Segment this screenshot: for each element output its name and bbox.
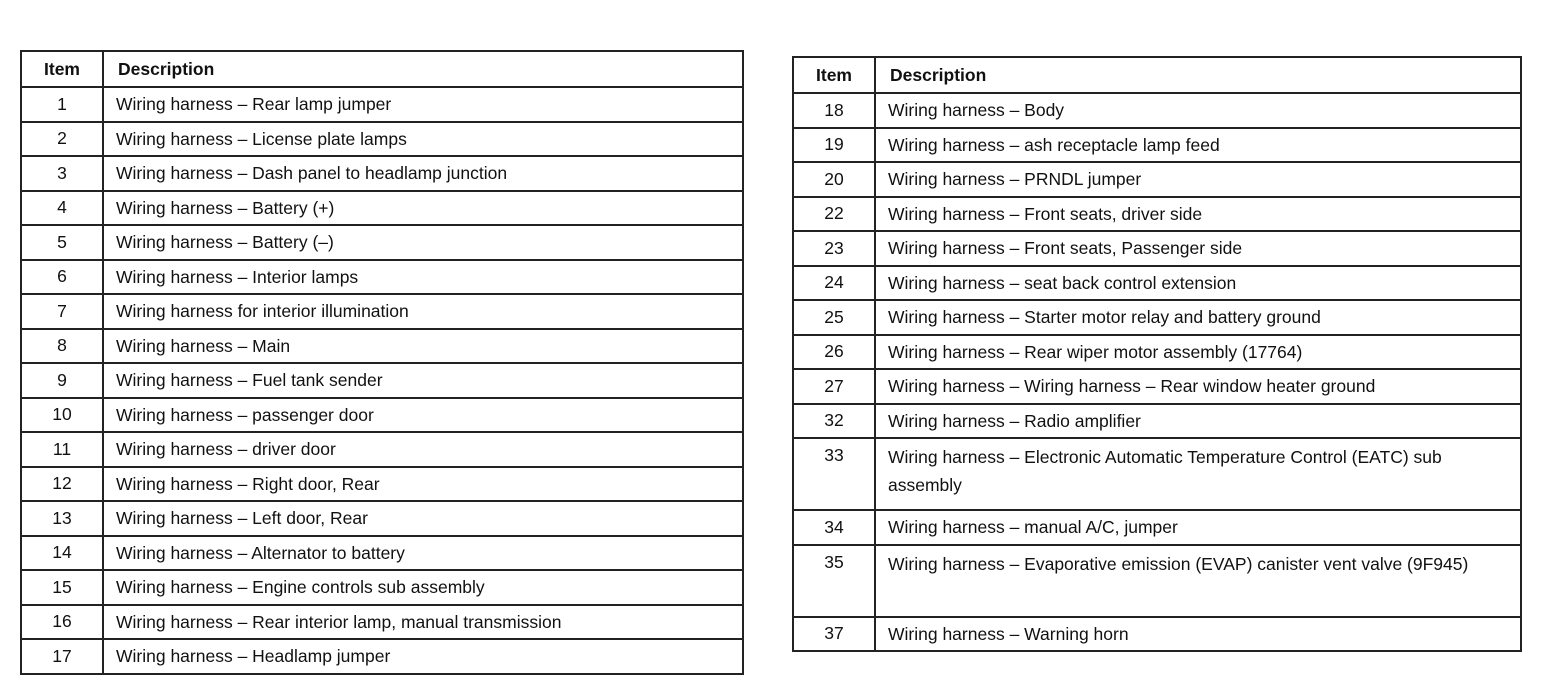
description-cell: Wiring harness – Evaporative emission (EVAP) canister vent valve (9F945) — [875, 545, 1521, 617]
item-number-cell: 34 — [793, 510, 875, 545]
item-number-cell: 27 — [793, 369, 875, 404]
table-row — [793, 438, 1521, 510]
table-row — [793, 93, 1521, 128]
item-column-header: Item — [793, 57, 875, 93]
description-cell: Wiring harness – Alternator to battery — [103, 536, 743, 571]
table-row — [21, 432, 743, 467]
item-number-cell: 3 — [21, 156, 103, 191]
description-cell: Wiring harness – Dash panel to headlamp junction — [103, 156, 743, 191]
description-cell: Wiring harness – Right door, Rear — [103, 467, 743, 502]
description-cell: Wiring harness – Interior lamps — [103, 260, 743, 295]
description-cell: Wiring harness – Battery (–) — [103, 225, 743, 260]
item-number-cell: 10 — [21, 398, 103, 433]
description-cell: Wiring harness – Front seats, Passenger side — [875, 231, 1521, 266]
item-number-cell: 15 — [21, 570, 103, 605]
description-cell: Wiring harness – Starter motor relay and battery ground — [875, 300, 1521, 335]
item-number-cell: 11 — [21, 432, 103, 467]
table-row — [21, 570, 743, 605]
item-number-cell: 14 — [21, 536, 103, 571]
item-number-cell: 24 — [793, 266, 875, 301]
table-row — [21, 605, 743, 640]
table-row — [21, 329, 743, 364]
description-cell: Wiring harness – Battery (+) — [103, 191, 743, 226]
item-column-header: Item — [21, 51, 103, 87]
description-cell: Wiring harness – Rear lamp jumper — [103, 87, 743, 122]
table-row — [793, 197, 1521, 232]
item-number-cell: 17 — [21, 639, 103, 674]
table-row — [793, 335, 1521, 370]
table-row — [793, 369, 1521, 404]
item-number-cell: 7 — [21, 294, 103, 329]
description-cell: Wiring harness – seat back control extension — [875, 266, 1521, 301]
item-number-cell: 23 — [793, 231, 875, 266]
item-number-cell: 8 — [21, 329, 103, 364]
table-row — [21, 294, 743, 329]
table-header-row — [793, 57, 1521, 93]
description-column-header: Description — [875, 57, 1521, 93]
description-cell: Wiring harness – Wiring harness – Rear window heater ground — [875, 369, 1521, 404]
left-table-body — [21, 87, 743, 674]
table-row — [21, 191, 743, 226]
right-table-body — [793, 93, 1521, 651]
item-number-cell: 1 — [21, 87, 103, 122]
item-number-cell: 9 — [21, 363, 103, 398]
item-number-cell: 20 — [793, 162, 875, 197]
item-number-cell: 18 — [793, 93, 875, 128]
right-wiring-table — [792, 56, 1522, 652]
item-number-cell: 37 — [793, 617, 875, 652]
description-cell: Wiring harness – Engine controls sub assembly — [103, 570, 743, 605]
description-cell: Wiring harness – Front seats, driver side — [875, 197, 1521, 232]
item-number-cell: 26 — [793, 335, 875, 370]
description-column-header: Description — [103, 51, 743, 87]
description-cell: Wiring harness – ash receptacle lamp feed — [875, 128, 1521, 163]
table-row — [21, 225, 743, 260]
table-row — [793, 266, 1521, 301]
table-row — [21, 639, 743, 674]
item-number-cell: 13 — [21, 501, 103, 536]
description-cell: Wiring harness – passenger door — [103, 398, 743, 433]
description-cell: Wiring harness for interior illumination — [103, 294, 743, 329]
item-number-cell: 12 — [21, 467, 103, 502]
table-row — [21, 87, 743, 122]
table-row — [21, 156, 743, 191]
table-row — [793, 404, 1521, 439]
description-cell: Wiring harness – PRNDL jumper — [875, 162, 1521, 197]
item-number-cell: 19 — [793, 128, 875, 163]
item-number-cell: 2 — [21, 122, 103, 157]
description-cell: Wiring harness – Rear interior lamp, manual transmission — [103, 605, 743, 640]
description-cell: Wiring harness – manual A/C, jumper — [875, 510, 1521, 545]
table-row — [793, 231, 1521, 266]
description-cell: Wiring harness – Warning horn — [875, 617, 1521, 652]
table-row — [793, 300, 1521, 335]
description-cell: Wiring harness – Main — [103, 329, 743, 364]
item-number-cell: 33 — [793, 438, 875, 510]
table-row — [793, 545, 1521, 617]
table-row — [793, 617, 1521, 652]
item-number-cell: 5 — [21, 225, 103, 260]
table-row — [21, 501, 743, 536]
description-cell: Wiring harness – Electronic Automatic Temperature Control (EATC) sub assembly — [875, 438, 1521, 510]
table-row — [21, 122, 743, 157]
table-row — [21, 260, 743, 295]
description-cell: Wiring harness – Rear wiper motor assembly (17764) — [875, 335, 1521, 370]
table-row — [21, 398, 743, 433]
item-number-cell: 35 — [793, 545, 875, 617]
table-row — [793, 128, 1521, 163]
description-cell: Wiring harness – Radio amplifier — [875, 404, 1521, 439]
description-cell: Wiring harness – Fuel tank sender — [103, 363, 743, 398]
left-wiring-table — [20, 50, 744, 675]
item-number-cell: 6 — [21, 260, 103, 295]
description-cell: Wiring harness – Left door, Rear — [103, 501, 743, 536]
table-row — [793, 162, 1521, 197]
item-number-cell: 22 — [793, 197, 875, 232]
table-row — [21, 363, 743, 398]
item-number-cell: 16 — [21, 605, 103, 640]
description-cell: Wiring harness – License plate lamps — [103, 122, 743, 157]
item-number-cell: 25 — [793, 300, 875, 335]
description-cell: Wiring harness – Headlamp jumper — [103, 639, 743, 674]
item-number-cell: 32 — [793, 404, 875, 439]
item-number-cell: 4 — [21, 191, 103, 226]
table-row — [21, 536, 743, 571]
description-cell: Wiring harness – driver door — [103, 432, 743, 467]
table-row — [21, 467, 743, 502]
description-cell: Wiring harness – Body — [875, 93, 1521, 128]
table-row — [793, 510, 1521, 545]
table-header-row — [21, 51, 743, 87]
